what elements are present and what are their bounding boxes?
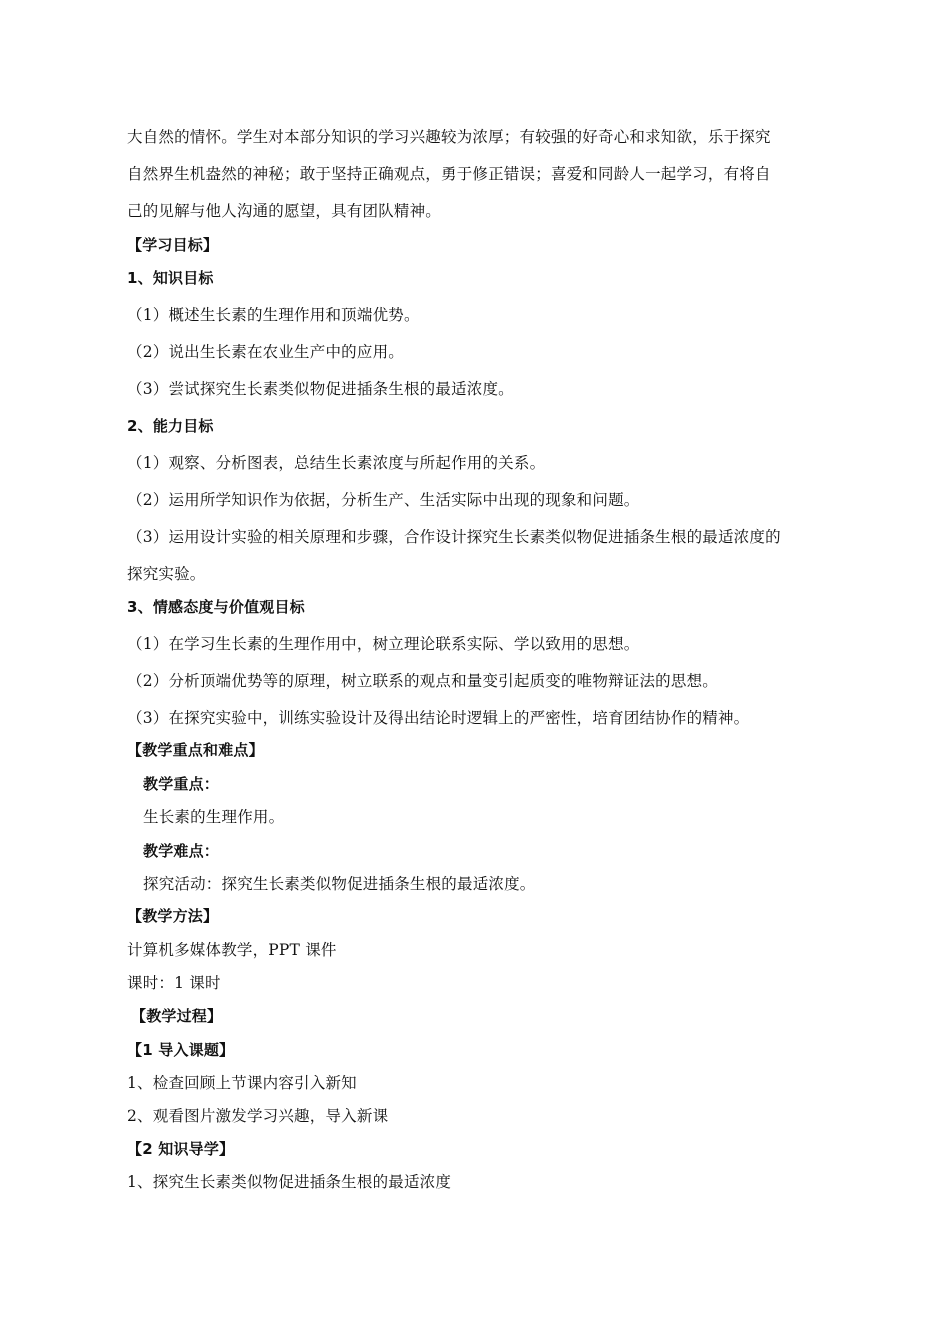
difficulty-label: 教学难点： (143, 842, 220, 860)
knowledge-title: 1、知识目标 (127, 269, 214, 287)
methods-text: 计算机多媒体教学，PPT 课件 (127, 941, 337, 959)
ability-item-3-cont: 探究实验。 (127, 565, 206, 583)
intro-line-3: 己的见解与他人沟通的愿望，具有团队精神。 (127, 202, 442, 220)
step2-title: 【2 知识导学】 (127, 1140, 235, 1158)
ability-item-2: （2）运用所学知识作为依据，分析生产、生活实际中出现的现象和问题。 (127, 491, 640, 509)
step1-title: 【1 导入课题】 (127, 1041, 235, 1059)
step2-item-1: 1、探究生长素类似物促进插条生根的最适浓度 (127, 1173, 452, 1191)
ability-item-1: （1）观察、分析图表，总结生长素浓度与所起作用的关系。 (127, 454, 546, 472)
step1-item-1: 1、检查回顾上节课内容引入新知 (127, 1074, 357, 1092)
objectives-heading: 【学习目标】 (127, 236, 219, 254)
keypoints-heading: 【教学重点和难点】 (127, 741, 264, 759)
intro-line-2: 自然界生机盎然的神秘；敢于坚持正确观点，勇于修正错误；喜爱和同龄人一起学习，有将自 (127, 165, 771, 183)
focus-label: 教学重点： (143, 775, 220, 793)
knowledge-item-1: （1）概述生长素的生理作用和顶端优势。 (127, 306, 420, 324)
ability-title: 2、能力目标 (127, 417, 214, 435)
knowledge-item-2: （2）说出生长素在农业生产中的应用。 (127, 343, 404, 361)
emotion-item-3: （3）在探究实验中，训练实验设计及得出结论时逻辑上的严密性，培育团结协作的精神。 (127, 709, 750, 727)
focus-text: 生长素的生理作用。 (143, 808, 285, 826)
intro-line-1: 大自然的情怀。学生对本部分知识的学习兴趣较为浓厚；有较强的好奇心和求知欲，乐于探究 (127, 128, 771, 146)
emotion-item-2: （2）分析顶端优势等的原理，树立联系的观点和量变引起质变的唯物辩证法的思想。 (127, 672, 718, 690)
emotion-title: 3、情感态度与价值观目标 (127, 598, 305, 616)
methods-heading: 【教学方法】 (127, 907, 219, 925)
emotion-item-1: （1）在学习生长素的生理作用中，树立理论联系实际、学以致用的思想。 (127, 635, 640, 653)
process-heading: 【教学过程】 (131, 1007, 223, 1025)
step1-item-2: 2、观看图片激发学习兴趣，导入新课 (127, 1107, 389, 1125)
ability-item-3: （3）运用设计实验的相关原理和步骤，合作设计探究生长素类似物促进插条生根的最适浓度的 (127, 528, 781, 546)
difficulty-text: 探究活动：探究生长素类似物促进插条生根的最适浓度。 (143, 875, 536, 893)
knowledge-item-3: （3）尝试探究生长素类似物促进插条生根的最适浓度。 (127, 380, 514, 398)
class-hours: 课时：1 课时 (127, 974, 221, 992)
